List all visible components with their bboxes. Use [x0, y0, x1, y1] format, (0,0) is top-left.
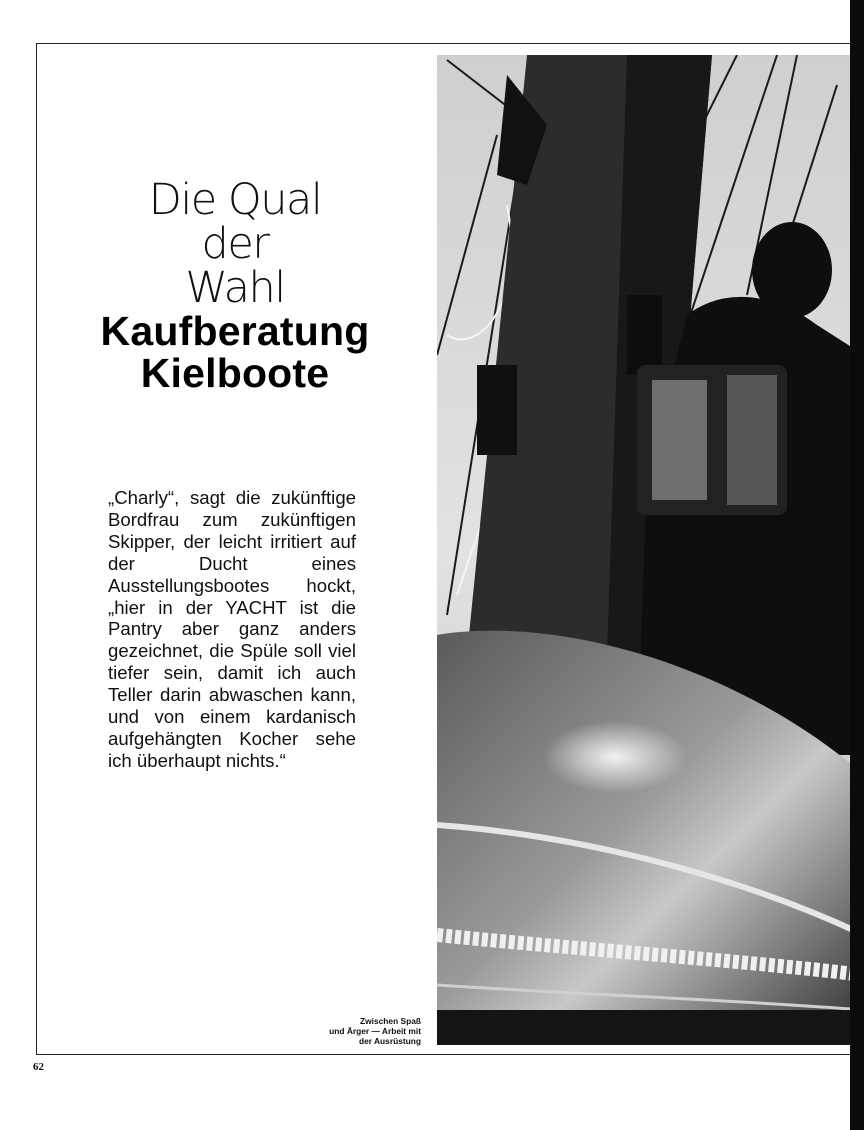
- headline-line-2: der: [201, 219, 269, 269]
- headline-line-3: Wahl: [185, 263, 285, 313]
- headline-line-1: Die Qual: [148, 175, 322, 225]
- caption-line-3: der Ausrüstung: [358, 1036, 421, 1046]
- photo-caption: [300, 1016, 421, 1046]
- caption-line-1: Zwischen Spaß: [360, 1016, 421, 1026]
- headline-bold-line-1: Kaufberatung: [100, 308, 370, 354]
- headline: [60, 175, 410, 396]
- page-edge-shadow: [850, 0, 864, 1130]
- page-number: 62: [33, 1061, 44, 1073]
- sailing-photo: [437, 55, 864, 1045]
- article-lead-text: „Charly“, sagt die zukünftige Bordfrau zum zukünftigen Skipper, der leicht irritiert auf der Ducht eines Ausstellungsbootes hockt, „hier in der YACHT ist die Pantry aber ganz anders gezeichnet, die Spüle soll viel tiefer sein, damit ich auch Teller darin abwaschen kann, und von einem kardanisch aufgehängten Kocher sehe ich überhaupt nichts.“: [108, 487, 356, 771]
- caption-line-2: und Ärger — Arbeit mit: [329, 1026, 421, 1036]
- sailing-photo-illustration: [437, 55, 864, 1045]
- headline-bold-line-2: Kielboote: [140, 350, 330, 396]
